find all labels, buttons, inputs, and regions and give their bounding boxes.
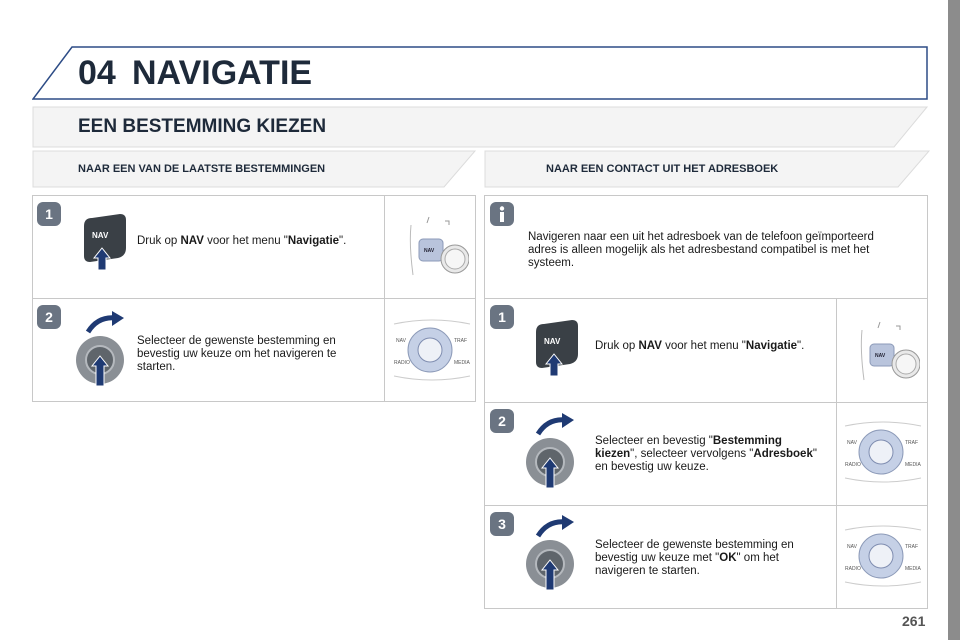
- left-step-2-text: Selecteer de gewenste bestemming en bevestig uw keuze om het navigeren te starten.: [137, 335, 337, 373]
- svg-text:NAV: NAV: [875, 353, 886, 359]
- nav-key-icon: [76, 212, 128, 272]
- svg-text:RADIO: RADIO: [845, 462, 861, 468]
- left-step-1-text: Druk op NAV voor het menu "Navigatie".: [137, 235, 347, 247]
- svg-text:NAV: NAV: [92, 231, 109, 240]
- right-heading: NAAR EEN CONTACT UIT HET ADRESBOEK: [546, 163, 779, 175]
- right-step-1-badge: [489, 304, 515, 330]
- svg-text:TRAF: TRAF: [905, 544, 919, 550]
- console-panel-icon: [843, 420, 923, 484]
- svg-text:NAV: NAV: [396, 338, 406, 344]
- info-badge: [489, 201, 515, 227]
- svg-text:TRAF: TRAF: [905, 440, 919, 446]
- svg-text:MEDIA: MEDIA: [905, 462, 921, 468]
- right-step-3-badge: [489, 511, 515, 537]
- right-step-2-text: Selecteer en bevestig "Bestemming kiezen", selecteer vervolgens "Adresboek" en bevestig uw keuze.: [595, 435, 817, 473]
- step-1-badge: [36, 201, 62, 227]
- rotary-knob-icon: [522, 412, 584, 492]
- chapter-number: 04: [78, 54, 116, 92]
- section-title: EEN BESTEMMING KIEZEN: [78, 116, 327, 137]
- page-number: 261: [902, 613, 926, 629]
- svg-text:NAV: NAV: [544, 337, 561, 346]
- right-step-3-text: Selecteer de gewenste bestemming en bevestig uw keuze met "OK" om het navigeren te starten.: [595, 539, 794, 577]
- right-step-1-text: Druk op NAV voor het menu "Navigatie".: [595, 340, 805, 352]
- svg-text:RADIO: RADIO: [394, 360, 410, 366]
- console-panel-icon: [843, 524, 923, 588]
- svg-text:TRAF: TRAF: [454, 338, 468, 344]
- svg-text:1: 1: [498, 309, 506, 325]
- page-edge-bar: [948, 0, 960, 640]
- svg-text:NAV: NAV: [847, 440, 857, 446]
- right-step-2-badge: [489, 408, 515, 434]
- step-2-badge: [36, 304, 62, 330]
- svg-text:MEDIA: MEDIA: [905, 566, 921, 572]
- left-heading: NAAR EEN VAN DE LAATSTE BESTEMMINGEN: [78, 163, 326, 175]
- chapter-title: NAVIGATIE: [132, 54, 313, 92]
- svg-text:2: 2: [498, 413, 506, 429]
- svg-text:NAV: NAV: [847, 544, 857, 550]
- info-text: Navigeren naar een uit het adresboek van de telefoon geïmporteerd adres is alleen mogelijk als het adresbestand compatibel is met het systeem.: [528, 231, 874, 269]
- rotary-knob-icon: [522, 514, 584, 594]
- svg-text:1: 1: [45, 206, 53, 222]
- rotary-knob-icon: [72, 310, 134, 390]
- console-nav-icon: [856, 320, 920, 384]
- console-nav-icon: [405, 215, 469, 279]
- svg-text:2: 2: [45, 309, 53, 325]
- svg-text:NAV: NAV: [424, 248, 435, 254]
- nav-key-icon: [528, 318, 580, 378]
- svg-text:RADIO: RADIO: [845, 566, 861, 572]
- svg-text:3: 3: [498, 516, 506, 532]
- svg-text:MEDIA: MEDIA: [454, 360, 470, 366]
- console-panel-icon: [392, 318, 472, 382]
